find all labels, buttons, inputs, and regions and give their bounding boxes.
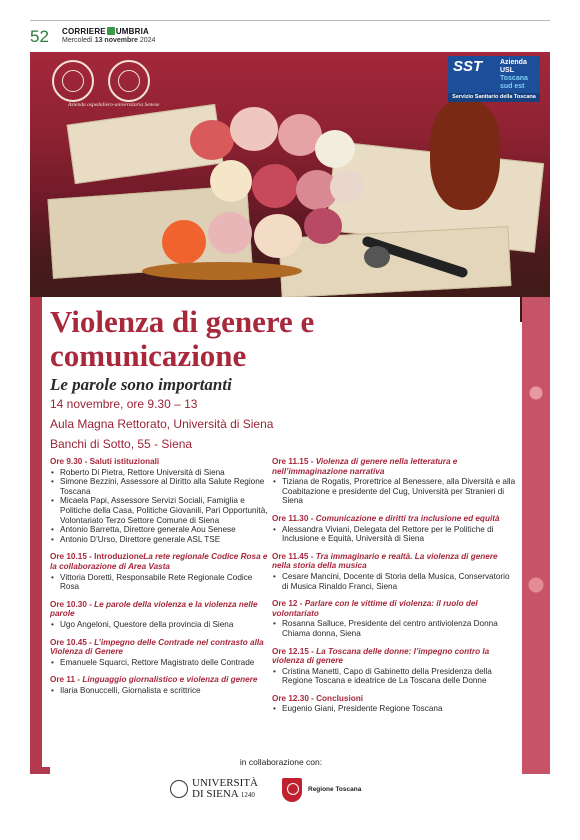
decorative-side-strip [522, 297, 550, 777]
speaker-item: • Roberto Di Pietra, Rettore Università di Siena [50, 468, 272, 478]
session-heading [50, 457, 272, 467]
session-heading [50, 675, 272, 685]
session-title: Tra immaginario e realtà. La violenza di genere nella storia della musica [272, 551, 498, 571]
rose-image [162, 220, 206, 264]
program-session [272, 552, 518, 591]
session-title: Linguaggio giornalistico e violenza di genere [82, 675, 258, 685]
newspaper-logo-icon [107, 27, 115, 35]
newspaper-masthead [62, 27, 155, 44]
speaker-list [50, 468, 272, 545]
usl-name [500, 59, 528, 91]
speaker-item: • Emanuele Squarci, Rettore Magistrato delle Contrade [50, 658, 272, 668]
session-time: Ore 11 - [50, 675, 83, 685]
page-number: 52 [30, 27, 49, 46]
rose-image [252, 164, 298, 208]
session-time: Ore 12.30 - Conclusioni [272, 693, 363, 703]
issue-date [62, 37, 155, 44]
regione-toscana-name: Regione Toscana [308, 786, 362, 793]
usl-toscana-logo [448, 56, 540, 102]
session-title: L’impegno delle Contrade nel contrasto alla Violenza di Genere [50, 637, 264, 657]
microphone-head-image [364, 246, 390, 268]
event-title-line: comunicazione [50, 338, 247, 373]
university-name-line: UNIVERSITÀ [192, 777, 258, 789]
pegasus-shield-icon [282, 778, 302, 802]
session-time: Ore 10.15 - Introduzione [50, 552, 144, 562]
program-session [50, 638, 272, 668]
event-panel [42, 297, 520, 767]
speaker-list [50, 620, 272, 630]
event-title [50, 305, 520, 373]
session-heading [272, 552, 518, 571]
program-column-left [50, 457, 272, 703]
hospital-caption: Azienda ospedaliero-universitaria Senese [68, 102, 160, 108]
usl-name-line: Azienda [500, 59, 527, 66]
session-title: La Toscana delle donne: l’impegno contro la violenza di genere [272, 646, 490, 666]
program-session [50, 600, 272, 630]
speaker-list [272, 704, 518, 714]
speaker-item: • Micaela Papi, Assessore Servizi Sociali, Famiglia e Politiche della Casa, Politiche Giovanili, Pari Opportunità, Volontariato Terzo Settore Comune di Siena [50, 496, 272, 525]
speaker-list [50, 686, 272, 696]
session-time: Ore 12 - [272, 599, 305, 609]
speaker-list [272, 525, 518, 544]
rose-image [304, 208, 342, 244]
partner-logos [30, 774, 550, 808]
session-time: Ore 11.15 - [272, 457, 316, 466]
session-heading [272, 647, 518, 666]
speaker-item: • Alessandra Viviani, Delegata del Rettore per le Politiche di Inclusione e Equità, Università di Siena [272, 525, 518, 544]
speaker-item: • Antonio Barretta, Direttore generale Aou Senese [50, 525, 272, 535]
session-heading [50, 638, 272, 657]
usl-name-line: USL [500, 67, 514, 74]
rose-image [254, 214, 302, 258]
event-title-line: Violenza di genere e [50, 304, 315, 339]
session-title: Violenza di genere nella letteratura e nell’immaginazione narrativa [272, 457, 458, 476]
session-heading [50, 552, 272, 571]
program-session [50, 675, 272, 695]
speaker-item: • Eugenio Giani, Presidente Regione Toscana [272, 704, 518, 714]
speaker-item: • Cristina Manetti, Capo di Gabinetto della Presidenza della Regione Toscana e ideatrice de La Toscana delle Donne [272, 667, 518, 686]
session-heading [272, 694, 518, 704]
session-title: Le parole della violenza e la violenza nelle parole [50, 599, 258, 619]
session-heading [272, 514, 518, 524]
issue-date-bold: 13 novembre [94, 37, 138, 44]
university-year: 1240 [240, 791, 255, 799]
university-hospital-seal-icon [108, 60, 150, 102]
collaboration-label: in collaborazione con: [239, 757, 323, 767]
session-heading [272, 457, 518, 476]
event-subtitle: Le parole sono importanti [50, 375, 232, 394]
event-date-time: 14 novembre, ore 9.30 – 13 [50, 397, 198, 411]
violin-image [430, 100, 500, 210]
event-venue: Aula Magna Rettorato, Università di Siena [50, 417, 274, 431]
session-title: Parlare con le vittime di violenza: il ruolo del volontariato [272, 599, 478, 618]
university-name [192, 778, 258, 801]
session-title: La rete regionale Codice Rosa e la collaborazione di Area Vasta [50, 552, 268, 571]
rose-image [315, 130, 355, 168]
speaker-item: • Ilaria Bonuccelli, Giornalista e scrittrice [50, 686, 272, 696]
usl-name-line: sud est [500, 83, 525, 90]
issue-year: 2024 [139, 37, 156, 44]
program-session [272, 514, 518, 544]
university-seal-icon [170, 780, 188, 798]
usl-name-line: Toscana [500, 75, 528, 82]
speaker-list [272, 619, 518, 638]
session-title: Comunicazione e diritti tra inclusione ed equità [315, 513, 500, 523]
speaker-item: • Simone Bezzini, Assessore al Diritto alla Salute Regione Toscana [50, 477, 272, 496]
newspaper-page-header [30, 20, 550, 50]
speaker-item: • Antonio D’Urso, Direttore generale ASL TSE [50, 535, 272, 545]
speaker-list [50, 573, 272, 592]
rose-image [230, 107, 278, 151]
speaker-item: • Cesare Mancini, Docente di Storia della Musica, Conservatorio di Musica Rinaldo Franci, Siena [272, 572, 518, 591]
university-name-line: DI SIENA [192, 788, 239, 800]
event-address: Banchi di Sotto, 55 - Siena [50, 437, 193, 451]
speaker-list [272, 572, 518, 591]
speaker-item: • Tiziana de Rogatis, Prorettrice al Benessere, alla Diversità e alla Coabitazione e presidente del Cug, Università per Stranieri di Siena [272, 477, 518, 506]
program-session [272, 599, 518, 638]
speaker-list [50, 658, 272, 668]
session-time: Ore 11.45 - [272, 551, 316, 561]
rose-image [190, 120, 234, 160]
session-heading [50, 600, 272, 619]
session-time: Ore 11.30 - [272, 513, 316, 523]
session-time: Ore 10.45 - [50, 637, 95, 647]
newspaper-name-left: CORRIERE [62, 27, 106, 36]
sst-footer: Servizio Sanitario della Toscana [448, 93, 540, 102]
hero-illustration [30, 52, 550, 322]
speaker-item: • Vittoria Doretti, Responsabile Rete Regionale Codice Rosa [50, 573, 272, 592]
newspaper-name [62, 27, 155, 36]
program-session [272, 647, 518, 686]
program-session [272, 457, 518, 506]
program-column-right [272, 457, 518, 722]
speaker-item: • Ugo Angeloni, Questore della provincia di Siena [50, 620, 272, 630]
session-heading [272, 599, 518, 618]
speaker-list [272, 667, 518, 686]
rose-image [208, 212, 252, 254]
session-time: Ore 12.15 - [272, 646, 317, 656]
issue-day: Mercoledì [62, 37, 93, 44]
program-session [272, 694, 518, 714]
speaker-item: • Rosanna Salluce, Presidente del centro antiviolenza Donna Chiama donna, Siena [272, 619, 518, 638]
sst-letters: SST [453, 58, 483, 75]
program-session [50, 457, 272, 544]
program-session [50, 552, 272, 591]
newspaper-name-right: UMBRIA [115, 27, 150, 36]
hospital-seal-icon [52, 60, 94, 102]
speaker-list [272, 477, 518, 506]
session-time: Ore 9.30 - Saluti istituzionali [50, 457, 160, 466]
event-advertisement [30, 52, 550, 808]
rose-image [330, 170, 364, 204]
session-time: Ore 10.30 - [50, 599, 95, 609]
wooden-tray-image [142, 262, 302, 280]
rose-image [210, 160, 252, 202]
